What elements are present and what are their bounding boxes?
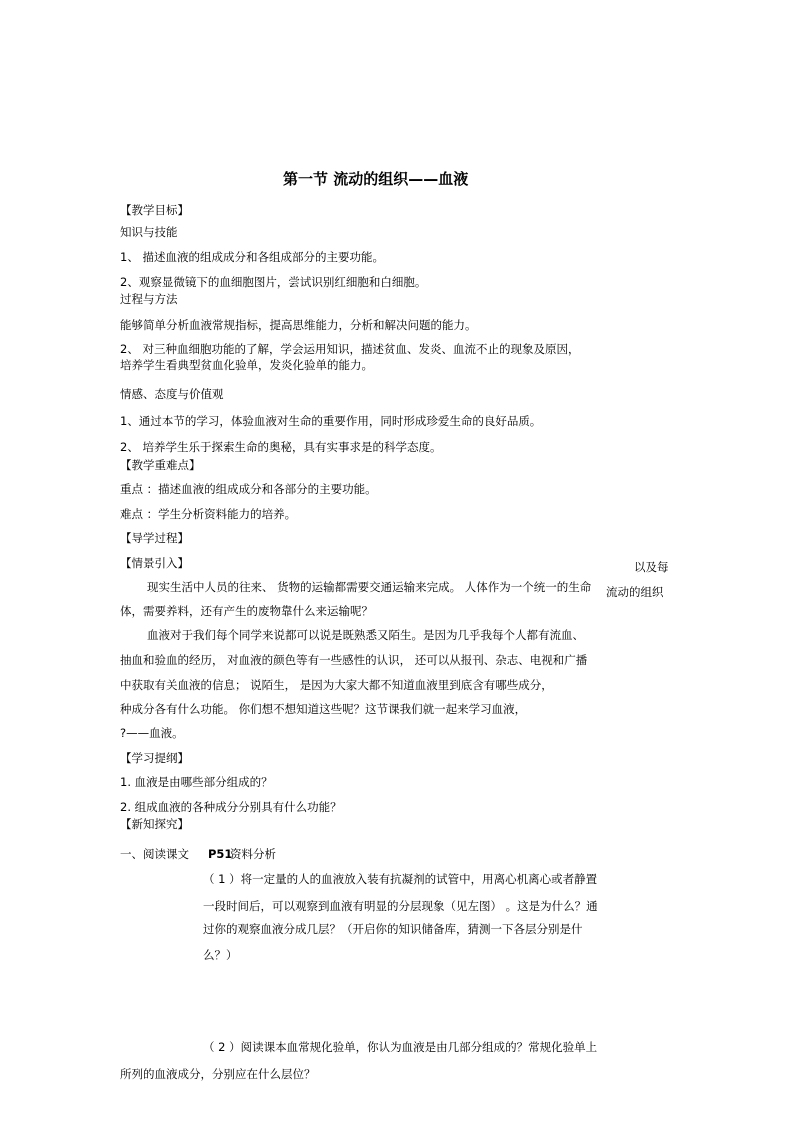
paragraph-line: 种成分各有什么功能。 你们想不想知道这些呢？这节课我们就一起来学习血液，: [120, 702, 527, 716]
paragraph-line: 1、通过本节的学习，体验血液对生命的重要作用，同时形成珍爱生命的良好品质。: [120, 414, 542, 428]
paragraph-line: 一、阅读课文: [120, 847, 189, 861]
paragraph-line: 一段时间后，可以观察到血液有明显的分层现象（见左图） 。这是为什么？通: [203, 899, 598, 913]
paragraph-line: 体，需要养料，还有产生的废物靠什么来运输呢？: [120, 604, 373, 618]
list-item: 2. 组成血液的各种成分分别具有什么功能？: [120, 800, 342, 814]
paragraph-line: 么？）: [203, 948, 238, 962]
paragraph-line: 重点 ：描述血液的组成成分和各部分的主要功能。: [120, 482, 377, 496]
paragraph-line: ?——血液。: [120, 726, 184, 740]
section-heading-outline: 【学习提纲】: [120, 751, 189, 765]
section-heading-explore: 【新知探究】: [120, 817, 189, 831]
paragraph-line: 2、观察显微镜下的血细胞图片，尝试识别红细胞和白细胞。: [120, 275, 427, 289]
subheading-attitude: 情感、态度与价值观: [120, 387, 224, 401]
section-heading-objectives: 【教学目标】: [120, 203, 189, 217]
paragraph-line: 中获取有关血液的信息； 说陌生， 是因为大家大都不知道血液里到底含有哪些成分，: [120, 678, 553, 692]
paragraph-line: 血液对于我们每个同学来说都可以说是既熟悉又陌生。是因为几乎我每个人都有流血、: [147, 628, 584, 642]
page-title: 第一节 流动的组织——血液: [283, 170, 469, 188]
paragraph-line: 抽血和验血的经历， 对血液的颜色等有一些感性的认识， 还可以从报刊、杂志、电视和广播: [120, 653, 588, 667]
paragraph-line: 现实生活中人员的往来、 货物的运输都需要交通运输来完成。 人体作为一个统一的生命: [147, 580, 592, 594]
subheading-process: 过程与方法: [120, 292, 178, 306]
paragraph-line: 1、 描述血液的组成成分和各组成部分的主要功能。: [120, 250, 384, 264]
section-heading-key-points: 【教学重难点】: [120, 458, 201, 472]
subheading-knowledge: 知识与技能: [120, 225, 178, 239]
paragraph-line: （ 2 ）阅读课本血常规化验单，你认为血液是由几部分组成的？常规化验单上: [203, 1040, 598, 1054]
margin-note: 以及每: [634, 560, 669, 574]
paragraph-line: 2、 对三种血细胞功能的了解，学会运用知识，描述贫血、发炎、血流不止的现象及原因，: [120, 342, 580, 356]
paragraph-line: 2、 培养学生乐于探索生命的奥秘，具有实事求是的科学态度。: [120, 440, 442, 454]
section-heading-intro: 【情景引入】: [120, 556, 189, 570]
list-item: 1. 血液是由哪些部分组成的？: [120, 775, 273, 789]
paragraph-line: 难点 ：学生分析资料能力的培养。: [120, 507, 297, 521]
paragraph-line: 资料分析: [230, 847, 276, 861]
paragraph-line: 所列的血液成分，分别应在什么层位？: [120, 1067, 316, 1081]
margin-note: 流动的组织: [606, 585, 664, 599]
paragraph-line: （ 1 ）将一定量的人的血液放入装有抗凝剂的试管中，用离心机离心或者静置: [203, 872, 598, 886]
section-heading-process: 【导学过程】: [120, 531, 189, 545]
page-reference: P51: [208, 847, 233, 861]
paragraph-line: 能够简单分析血液常规指标，提高思维能力，分析和解决问题的能力。: [120, 318, 477, 332]
paragraph-line: 过你的观察血液分成几层？（开启你的知识储备库，猜测一下各层分别是什: [203, 922, 583, 936]
paragraph-line: 培养学生看典型贫血化验单，发炎化验单的能力。: [120, 358, 373, 372]
